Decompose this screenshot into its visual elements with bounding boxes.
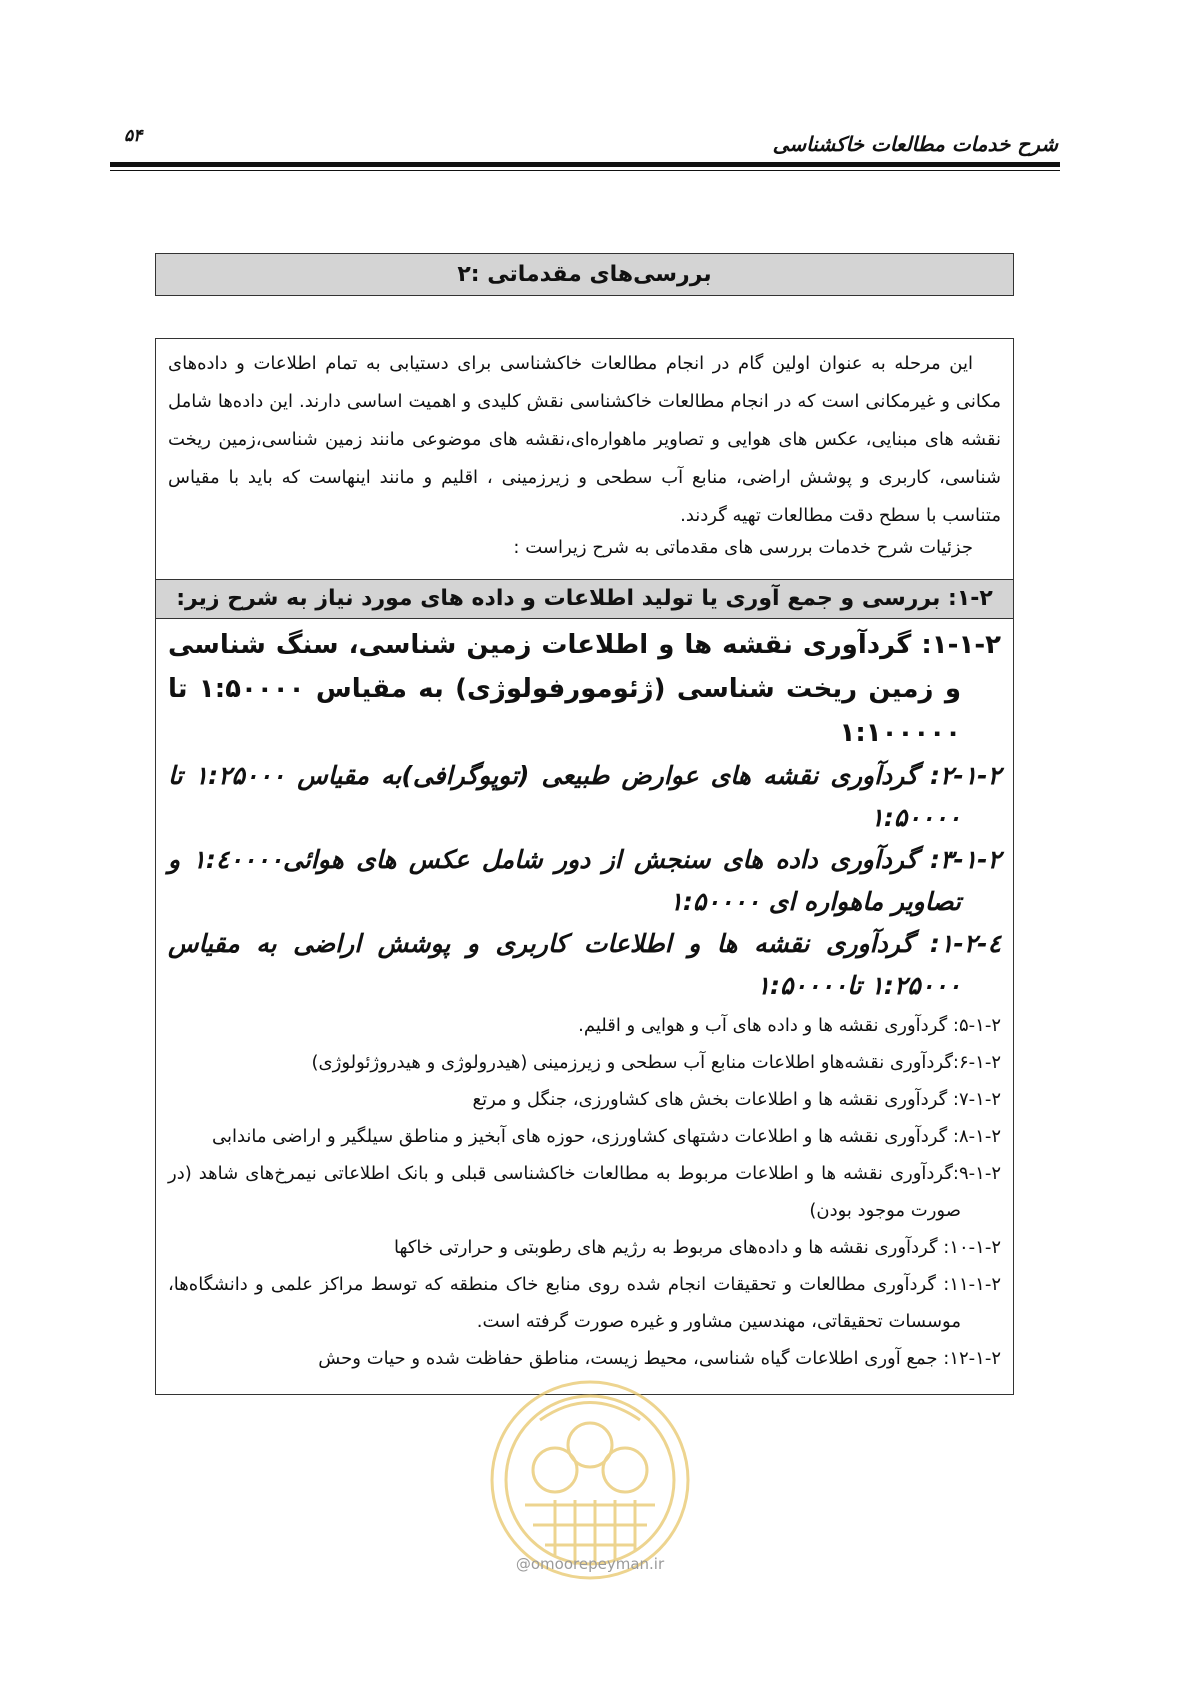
list-item: ۲-۱-۲: گردآوری نقشه های عوارض طبیعی (توپوگرافی)به مقیاس ۱:۲۵۰۰۰ تا ۱:۵۰۰۰۰ [168, 761, 1001, 832]
details-line: جزئیات شرح خدمات بررسی های مقدماتی به شرح زیراست : [513, 537, 973, 558]
list-item: ۱۲-۱-۲: جمع آوری اطلاعات گیاه شناسی، محیط زیست، مناطق حفاظت شده و حیات وحش [318, 1348, 1001, 1369]
list-item: ۶-۱-۲:گردآوری نقشه‌هاو اطلاعات منابع آب سطحی و زیرزمینی (هیدرولوژی و هیدروژئولوژی) [311, 1052, 1001, 1073]
list-item: ۱۱-۱-۲: گردآوری مطالعات و تحقیقات انجام شده روی منابع خاک منطقه که توسط مراکز علمی و دانشگاه‌ها، موسسات تحقیقاتی، مهندسین مشاور و غیره صورت گرفته است. [168, 1274, 1001, 1332]
list-item: ۸-۱-۲: گردآوری نقشه ها و اطلاعات دشتهای کشاورزی، حوزه های آبخیز و مناطق سیلگیر و اراضی ماندابی [211, 1126, 1001, 1147]
header-rule-thin [110, 170, 1060, 171]
intro-text: این مرحله به عنوان اولین گام در انجام مطالعات خاکشناسی برای دستیابی به تمام اطلاعات و داده‌های مکانی و غیرمکانی است که در انجام مطالعات خاکشناسی نقش کلیدی و اهمیت اساسی دارند. این داده‌ها شامل نقشه های مبنایی، عکس های هوایی و تصاویر ماهواره‌ای،نقشه های موضوعی مانند زمین شناسی،زمین ریخت شناسی، کاربری و پوشش اراضی، منابع آب سطحی و زیرزمینی ، اقلیم و مانند اینهاست که باید با مقیاس متناسب با سطح دقت مطالعات تهیه گردند. [168, 353, 1001, 526]
section-title: ۲: بررسی‌های مقدماتی [155, 253, 1014, 296]
running-title: شرح خدمات مطالعات خاکشناسی [772, 132, 1058, 156]
list-item: ۹-۱-۲:گردآوری نقشه ها و اطلاعات مربوط به مطالعات خاکشناسی قبلی و بانک اطلاعاتی نیمرخ‌های شاهد (در صورت موجود بودن) [168, 1163, 1001, 1221]
watermark-site: @omoorepeyman.ir [515, 1555, 665, 1573]
subsection-heading: ۱-۲: بررسی و جمع آوری یا تولید اطلاعات و داده های مورد نیاز به شرح زیر: [156, 579, 1013, 619]
list-item: ۱۰-۱-۲: گردآوری نقشه ها و داده‌های مربوط به رژیم های رطوبتی و حرارتی خاکها [394, 1237, 1001, 1258]
list-item: ۵-۱-۲: گردآوری نقشه ها و داده های آب و هوایی و اقلیم. [578, 1015, 1001, 1036]
item-list [168, 623, 1001, 1377]
content-box [155, 338, 1014, 1395]
list-item: ٤-۱-۲: گردآوری نقشه ها و اطلاعات کاربری و پوشش اراضی به مقیاس ۱:۲۵۰۰۰ تا۱:۵۰۰۰۰ [168, 929, 1001, 1000]
list-item: ۱-۱-۲: گردآوری نقشه ها و اطلاعات زمین شناسی، سنگ شناسی و زمین ریخت شناسی (ژئومورفولوژی) به مقیاس ۱:۵۰۰۰۰ تا ۱:۱۰۰۰۰۰ [168, 630, 1001, 748]
list-item: ۳-۱-۲: گردآوری داده های سنجش از دور شامل عکس های هوائی۱:٤۰۰۰۰ و تصاویر ماهواره ای ۱:۵۰۰۰۰ [168, 845, 1001, 916]
page-header [110, 118, 1060, 170]
watermark-seal-icon [485, 1375, 695, 1585]
list-item: ۷-۱-۲: گردآوری نقشه ها و اطلاعات بخش های کشاورزی، جنگل و مرتع [472, 1089, 1001, 1110]
header-rule-thick [110, 162, 1060, 167]
page-number: ۵۴ [124, 126, 143, 146]
intro-paragraph [168, 345, 1001, 535]
